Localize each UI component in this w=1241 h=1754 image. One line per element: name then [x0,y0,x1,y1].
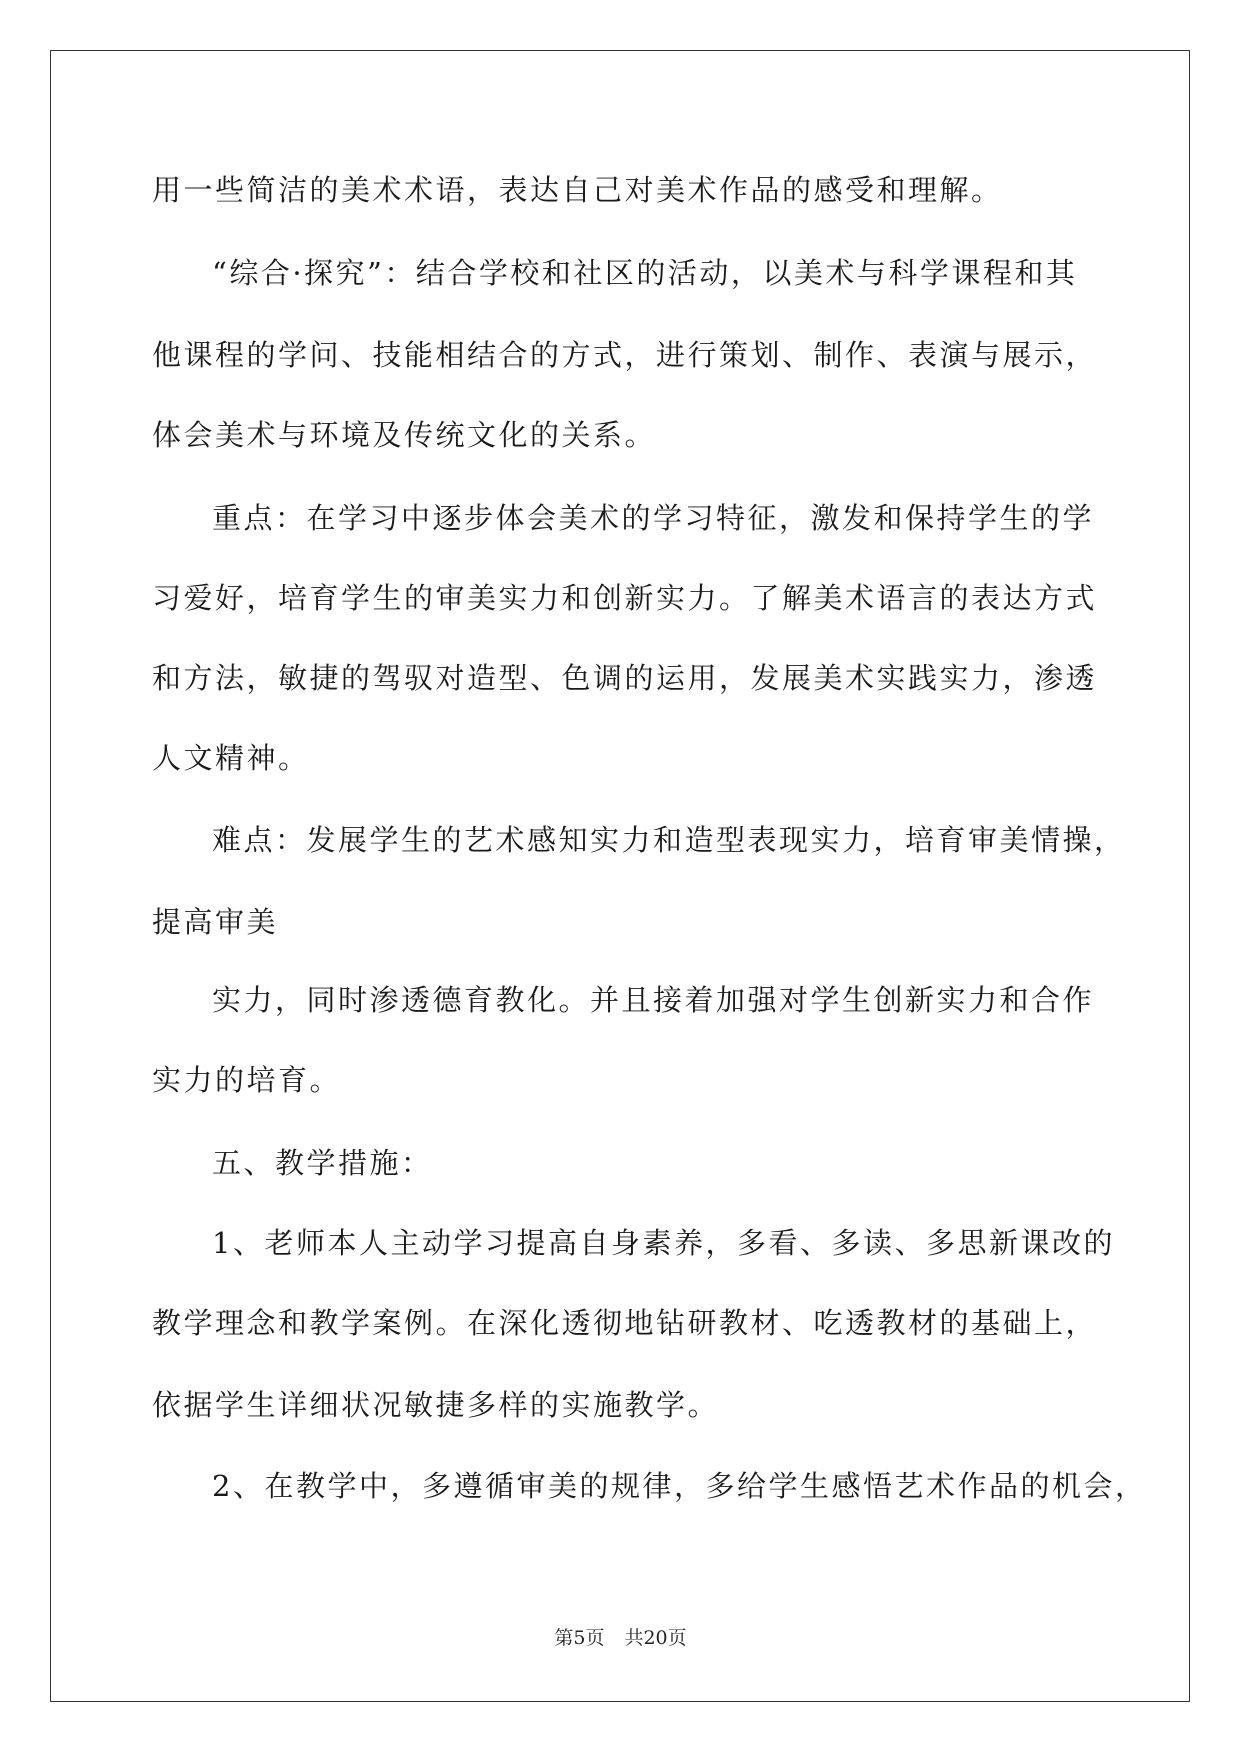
text-line: 实力的培育。 [152,1063,342,1097]
text-line: 体会美术与环境及传统文化的关系。 [152,418,657,452]
text-line: 1、老师本人主动学习提高自身素养，多看、多读、多思新课改的 [212,1226,1115,1260]
text-line: 他课程的学问、技能相结合的方式，进行策划、制作、表演与展示， [152,338,1098,372]
page-number: 第5页 [554,1627,605,1649]
text-line: 提高审美 [152,905,279,939]
text-line: 实力，同时渗透德育教化。并且接着加强对学生创新实力和合作 [212,983,1095,1017]
section-heading: 五、教学措施： [212,1146,433,1180]
page-border [50,50,1190,1702]
page-footer [0,1626,1241,1650]
text-line: 重点：在学习中逐步体会美术的学习特征，激发和保持学生的学 [212,501,1095,535]
text-line: 用一些简洁的美术术语，表达自己对美术作品的感受和理解。 [152,173,1003,207]
text-line: 依据学生详细状况敏捷多样的实施教学。 [152,1388,720,1422]
text-line: 人文精神。 [152,741,310,775]
text-line: 难点：发展学生的艺术感知实力和造型表现实力，培育审美情操， [212,823,1126,857]
text-line: “综合·探究”：结合学校和社区的活动，以美术与科学课程和其 [212,256,1078,290]
text-line: 2、在教学中，多遵循审美的规律，多给学生感悟艺术作品的机会， [212,1469,1147,1503]
text-line: 教学理念和教学案例。在深化透彻地钻研教材、吃透教材的基础上， [152,1306,1098,1340]
text-line: 和方法，敏捷的驾驭对造型、色调的运用，发展美术实践实力，渗透 [152,661,1098,695]
text-line: 习爱好，培育学生的审美实力和创新实力。了解美术语言的表达方式 [152,581,1098,615]
page-total: 共20页 [624,1627,687,1649]
